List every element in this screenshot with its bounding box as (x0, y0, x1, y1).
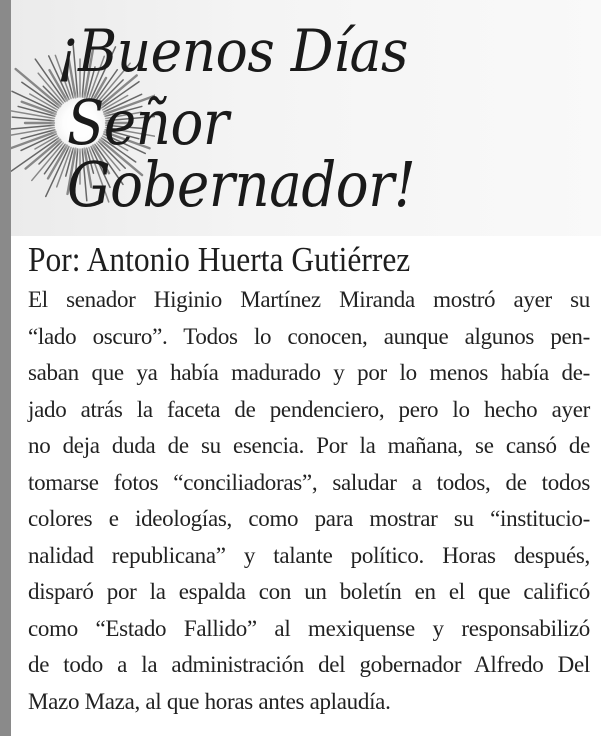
body-line: “lado oscuro”. Todos lo conocen, aunque algunos pen- (28, 323, 590, 349)
body-line: de todo a la administración del gobernador Alfredo Del (28, 652, 590, 677)
body-line: jado atrás la faceta de pendenciero, pero lo hecho ayer (28, 396, 590, 422)
body-line: como “Estado Fallido” al mexiquense y responsabilizó (28, 615, 590, 641)
title-line-1: ¡Buenos Días (57, 17, 408, 85)
title-line-2: Señor Gobernador! (67, 86, 416, 221)
article-title (57, 17, 601, 221)
author-byline: Por: Antonio Huerta Gutiérrez (28, 240, 411, 279)
article-body (28, 282, 590, 720)
body-line: no deja duda de su esencia. Por la mañana, se cansó de (28, 433, 590, 458)
body-line: saban que ya había madurado y por lo menos había de- (28, 360, 590, 385)
column-side-bar (0, 0, 11, 736)
body-line: disparó por la espalda con un boletín en el que calificó (28, 579, 590, 604)
body-line: Mazo Maza, al que horas antes aplaudía. (28, 688, 391, 714)
title-banner (11, 0, 601, 236)
body-line: tomarse fotos “conciliadoras”, saludar a todos, de todos (28, 469, 590, 495)
body-line: El senador Higinio Martínez Miranda mostró ayer su (28, 287, 590, 312)
body-line: nalidad republicana” y talante político. Horas después, (28, 542, 590, 568)
body-line: colores e ideologías, como para mostrar su “institucio- (28, 506, 590, 531)
